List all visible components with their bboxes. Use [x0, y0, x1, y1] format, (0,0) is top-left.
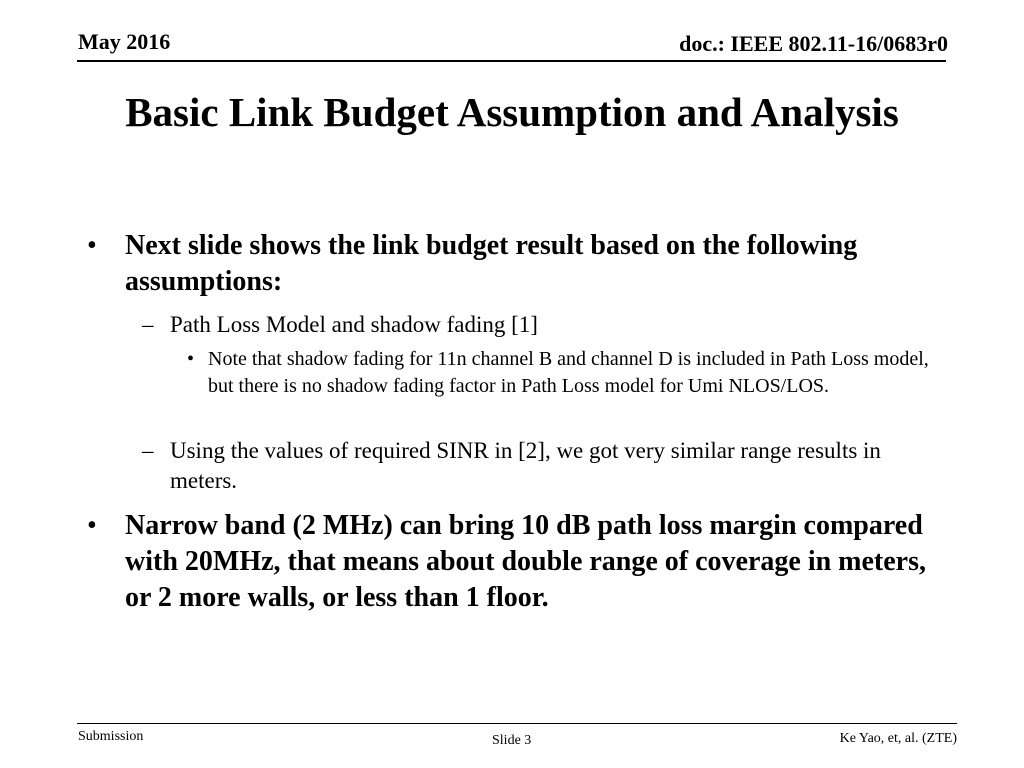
bullet-2 — [87, 508, 945, 616]
bullet-1-text: Next slide shows the link budget result based on the following assumptions: — [125, 230, 858, 297]
bullet-marker: • — [187, 348, 195, 370]
dash-marker: – — [142, 312, 154, 337]
note-bullet — [187, 346, 938, 400]
footer-submission: Submission — [78, 729, 144, 744]
sub-bullet-1 — [142, 310, 930, 340]
header-doc-id: doc.: IEEE 802.11-16/0683r0 — [679, 31, 948, 56]
sub-bullet-2 — [142, 436, 930, 496]
bullet-marker: • — [87, 510, 97, 541]
bullet-2-text: Narrow band (2 MHz) can bring 10 dB path loss margin compared with 20MHz, that means about double range of coverage in meters, or 2 more walls, or less than 1 floor. — [125, 510, 927, 613]
note-bullet-text: Note that shadow fading for 11n channel B and channel D is included in Path Loss model, but there is no shadow fading factor in Path Loss model for Umi NLOS/LOS. — [208, 348, 929, 397]
header-divider — [77, 60, 946, 62]
footer-slide-number: Slide 3 — [492, 733, 532, 748]
dash-marker: – — [142, 438, 154, 463]
slide-title: Basic Link Budget Assumption and Analysis — [125, 89, 899, 135]
footer-authors: Ke Yao, et, al. (ZTE) — [839, 731, 957, 746]
bullet-1 — [87, 228, 945, 300]
sub-bullet-1-text: Path Loss Model and shadow fading [1] — [170, 312, 538, 337]
header-date: May 2016 — [78, 29, 171, 54]
bullet-marker: • — [87, 230, 97, 261]
footer-divider — [77, 723, 957, 724]
sub-bullet-2-text: Using the values of required SINR in [2], we got very similar range results in meters. — [170, 438, 881, 493]
